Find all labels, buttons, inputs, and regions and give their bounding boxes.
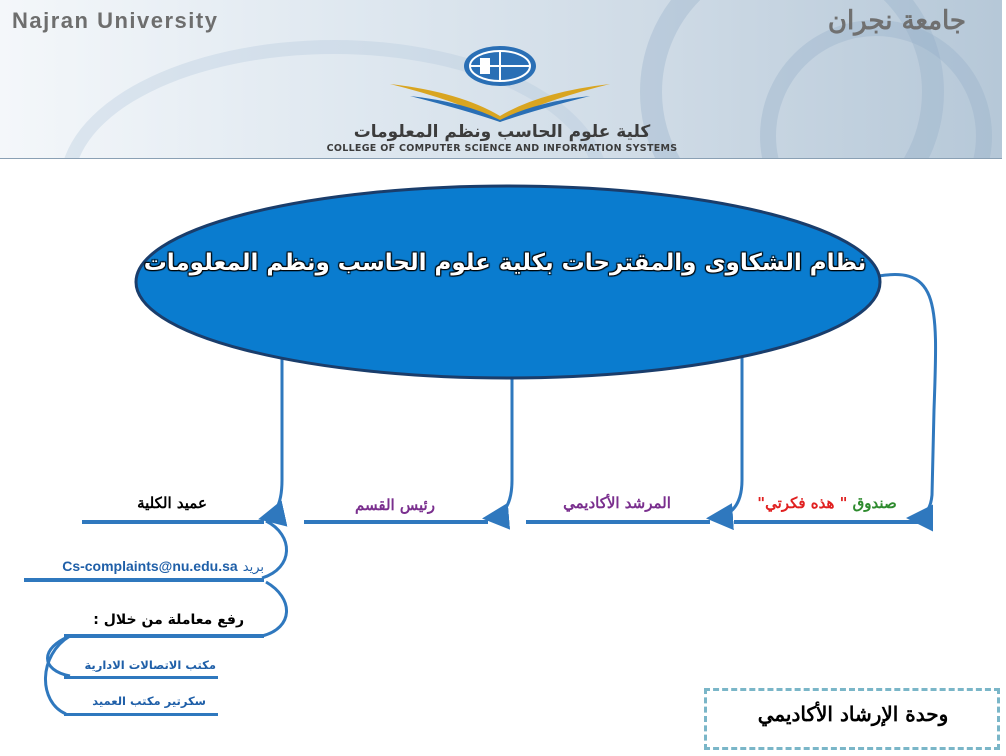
office-comm-underline xyxy=(64,676,218,679)
unit-label: وحدة الإرشاد الأكاديمي xyxy=(757,702,949,726)
branch-idea-box xyxy=(736,494,918,512)
advisor-underline xyxy=(526,520,710,524)
email-address[interactable]: Cs-complaints@nu.edu.sa xyxy=(62,558,238,574)
dept-head-underline xyxy=(304,520,488,524)
dean-secretary-underline xyxy=(64,713,218,716)
title-ellipse xyxy=(136,186,880,378)
connector-dean xyxy=(264,348,282,518)
college-name-ar: كلية علوم الحاسب ونظم المعلومات xyxy=(353,122,651,142)
email-prefix: بريد xyxy=(242,560,264,575)
branch-dept-head: رئيس القسم xyxy=(355,496,435,514)
dean-secretary: سكرتير مكتب العميد xyxy=(92,694,206,708)
connector-dept-head xyxy=(488,368,512,518)
connector-idea-box xyxy=(868,275,936,518)
office-communications: مكتب الاتصالات الادارية xyxy=(84,658,216,672)
connector-email xyxy=(262,521,287,578)
college-name-en: COLLEGE OF COMPUTER SCIENCE AND INFORMATION SYSTEMS xyxy=(326,143,678,154)
idea-box-prefix: صندوق xyxy=(852,494,897,512)
connector-transaction xyxy=(262,582,287,636)
idea-box-quote: " هذه فكرتي" xyxy=(757,494,848,512)
branch-dean: عميد الكلية xyxy=(137,494,207,512)
university-name-ar: جامعة نجران xyxy=(827,6,966,36)
idea-box-underline xyxy=(734,520,918,524)
transaction-label: رفع معاملة من خلال : xyxy=(93,612,244,628)
email-underline xyxy=(24,578,264,582)
branch-academic-advisor: المرشد الأكاديمي xyxy=(563,494,671,512)
email-line xyxy=(24,556,264,575)
system-title: نظام الشكاوى والمقترحات بكلية علوم الحاسب ونظم المعلومات xyxy=(143,250,867,276)
connector-advisor xyxy=(712,338,742,518)
transaction-underline xyxy=(64,634,264,638)
dean-underline xyxy=(82,520,264,524)
university-name-en: Najran University xyxy=(12,8,219,33)
